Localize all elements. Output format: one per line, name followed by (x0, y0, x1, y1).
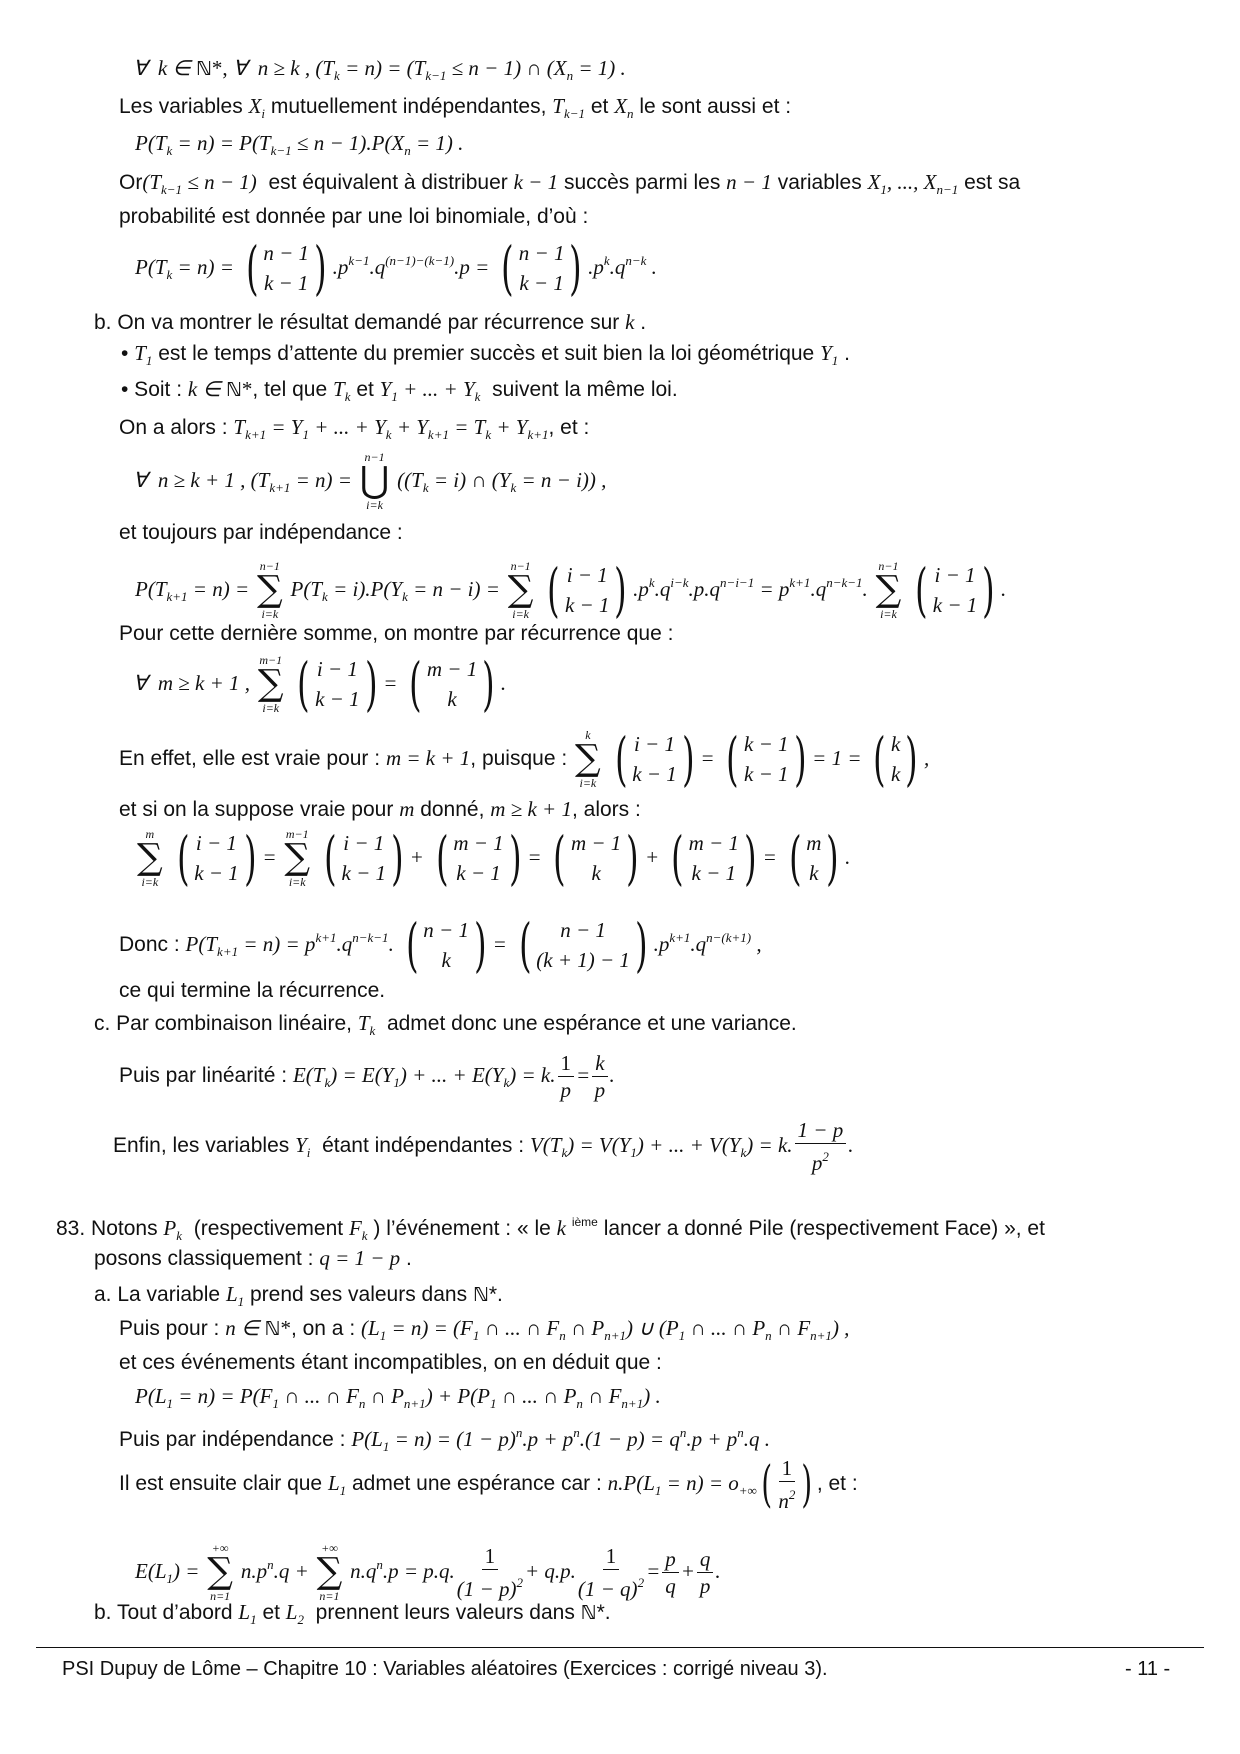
formula-line: $E(L_1)$ = +∞ ∑ n=1 $n.p^n.q$ + +∞ ∑ n=1 $n.q^n.p = p.q$. $\frac{1}{(1 - p)^2}$ + q.p. $\frac{1}{(1 - q)^2}$ = $\frac{p}{q}$ + $\frac{q}{p}$ . (135, 1541, 721, 1604)
text-line: Les variables $X_i$ mutuellement indépendantes, $T_{k-1}$ et $X_n$ le sont aussi et : (119, 94, 792, 121)
text-line: ce qui termine la récurrence. (119, 979, 386, 1002)
text-line: Pour cette dernière somme, on montre par récurrence que : (119, 622, 674, 645)
footer-title: PSI Dupuy de Lôme – Chapitre 10 : Variables aléatoires (Exercices : corrigé niveau 3). (62, 1658, 828, 1680)
exercise-83-heading: 83. Notons $P_k$ (respectivement $F_k$ ) l’événement : « le k $^{ième}$ lancer a donné Pile (respectivement Face) », et (56, 1215, 1045, 1243)
formula-line: Il est ensuite clair que $L_1$ admet une espérance car : $n.P(L_1 = n) = o_{+\infty}$( $\frac{1}{n^2}$ ) , et : (119, 1455, 858, 1514)
formula-line: $P(T_{k+1} = n)$ = n−1 ∑ i=k $P(T_k = i).P(Y_k = n - i)$ = n−1 ∑ i=k ( i − 1 k − 1 ) $.p^k.q^{i-k}.p.q^{n-i-1} = p^{k+1}.q^{n-k-1}$. n−1 ∑ i=k ( i − 1 k − 1 ) . (135, 556, 1007, 625)
text-line: et si on la suppose vraie pour m donné, m ≥ k + 1, alors : (119, 797, 641, 821)
formula-line: Puis pour : n ∈ ℕ*, on a : $(L_1 = n) = (F_1$ ∩ ... ∩ $F_n$ ∩ $P_{n+1}$) ∪ ($P_1$ ∩ ... ∩ $P_n$ ∩ $F_{n+1}$) , (119, 1316, 850, 1343)
formula-line: $P(T_k = n)$ = ( n − 1 k − 1 ) $.p^{k-1}.q^{(n-1)-(k-1)}.p$ = ( n − 1 k − 1 ) $.p^k.q^{n-k}$ . (135, 234, 657, 302)
text-line: et ces événements étant incompatibles, on en déduit que : (119, 1351, 662, 1374)
formula-line: Enfin, les variables $Y_i$ étant indépendantes : $V(T_k) = V(Y_1)$ + ... + $V(Y_k) = k$. $\frac{1 - p}{p^2}$ . (113, 1117, 854, 1175)
page-number: - 11 - (1125, 1658, 1171, 1680)
formula-line: Puis par indépendance : $P(L_1 = n) = (1 - p)^n.p + p^n.(1 - p) = q^n.p + p^n.q$ . (119, 1425, 771, 1454)
text-line: En effet, elle est vraie pour : m = k + 1, puisque : k ∑ i=k ( i − 1 k − 1 ) = ( k − 1 k − 1 ) = 1 = ( k k ) , (119, 725, 930, 794)
text-line: On a alors : $T_{k+1} = Y_1$ + ... + $Y_k + Y_{k+1} = T_k + Y_{k+1}$, et : (119, 415, 590, 442)
formula-line: $P(T_k = n) = P(T_{k-1} \le n - 1).P(X_n = 1)$ . (135, 131, 464, 158)
text-line: et toujours par indépendance : (119, 521, 403, 544)
text-line: b. Tout d’abord $L_1$ et $L_2$ prennent leurs valeurs dans ℕ*. (94, 1600, 611, 1627)
bullet-item: • Soit : k ∈ ℕ*, tel que $T_k$ et $Y_1$ + ... + $Y_k$ suivent la même loi. (121, 377, 678, 404)
part-b-heading: b. On va montrer le résultat demandé par récurrence sur k . (94, 310, 647, 334)
text-line: $Or(T_{k-1} \le n - 1)$ est équivalent à distribuer k − 1 succès parmi les n − 1 variables $X_1$, ..., $X_{n-1}$ est sa (119, 170, 1021, 197)
part-c-heading: c. Par combinaison linéaire, $T_k$ admet donc une espérance et une variance. (94, 1011, 797, 1038)
bullet-item: • $T_1$ est le temps d’attente du premier succès et suit bien la loi géométrique $Y_1$ . (121, 341, 850, 368)
formula-line: ∀ k ∈ ℕ*, ∀ n ≥ k , $(T_k = n) = (T_{k-1} \le n - 1)$ ∩ $(X_n = 1)$ . (133, 56, 626, 83)
formula-line: ∀ m ≥ k + 1 , m−1 ∑ i=k ( i − 1 k − 1 ) = ( m − 1 k ) . (133, 650, 507, 719)
formula-line: ∀ n ≥ k + 1 , $(T_{k+1} = n)$ = n−1 ⋃ i=k ($(T_k = i)$ ∩ $(Y_k = n - i)$) , (133, 450, 607, 513)
text-line: probabilité est donnée par une loi binomiale, d’où : (119, 205, 589, 228)
formula-line: Donc : $P(T_{k+1} = n) = p^{k+1}.q^{n-k-1}$. ( n − 1 k ) = ( n − 1 (k + 1) − 1 ) $.p^{k+1}.q^{n-(k+1)}$ , (119, 911, 762, 980)
formula-line: Puis par linéarité : $E(T_k) = E(Y_1)$ + ... + $E(Y_k) = k$. $\frac{1}{p}$ = $\frac{k}{p}$ . (119, 1050, 615, 1102)
text-line: a. La variable $L_1$ prend ses valeurs dans ℕ*. (94, 1282, 503, 1309)
text-line: posons classiquement : q = 1 − p . (94, 1246, 412, 1270)
formula-line: $P(L_1 = n) = P(F_1$ ∩ ... ∩ $F_n$ ∩ $P_{n+1}) + P(P_1$ ∩ ... ∩ $P_n$ ∩ $F_{n+1}$) . (135, 1384, 661, 1411)
formula-line: m ∑ i=k ( i − 1 k − 1 ) = m−1 ∑ i=k ( i − 1 k − 1 ) + ( m − 1 k − 1 ) = ( m − 1 k ) + ( m − 1 k − 1 ) = ( m k ) . (137, 824, 851, 893)
footer-divider (36, 1647, 1204, 1648)
